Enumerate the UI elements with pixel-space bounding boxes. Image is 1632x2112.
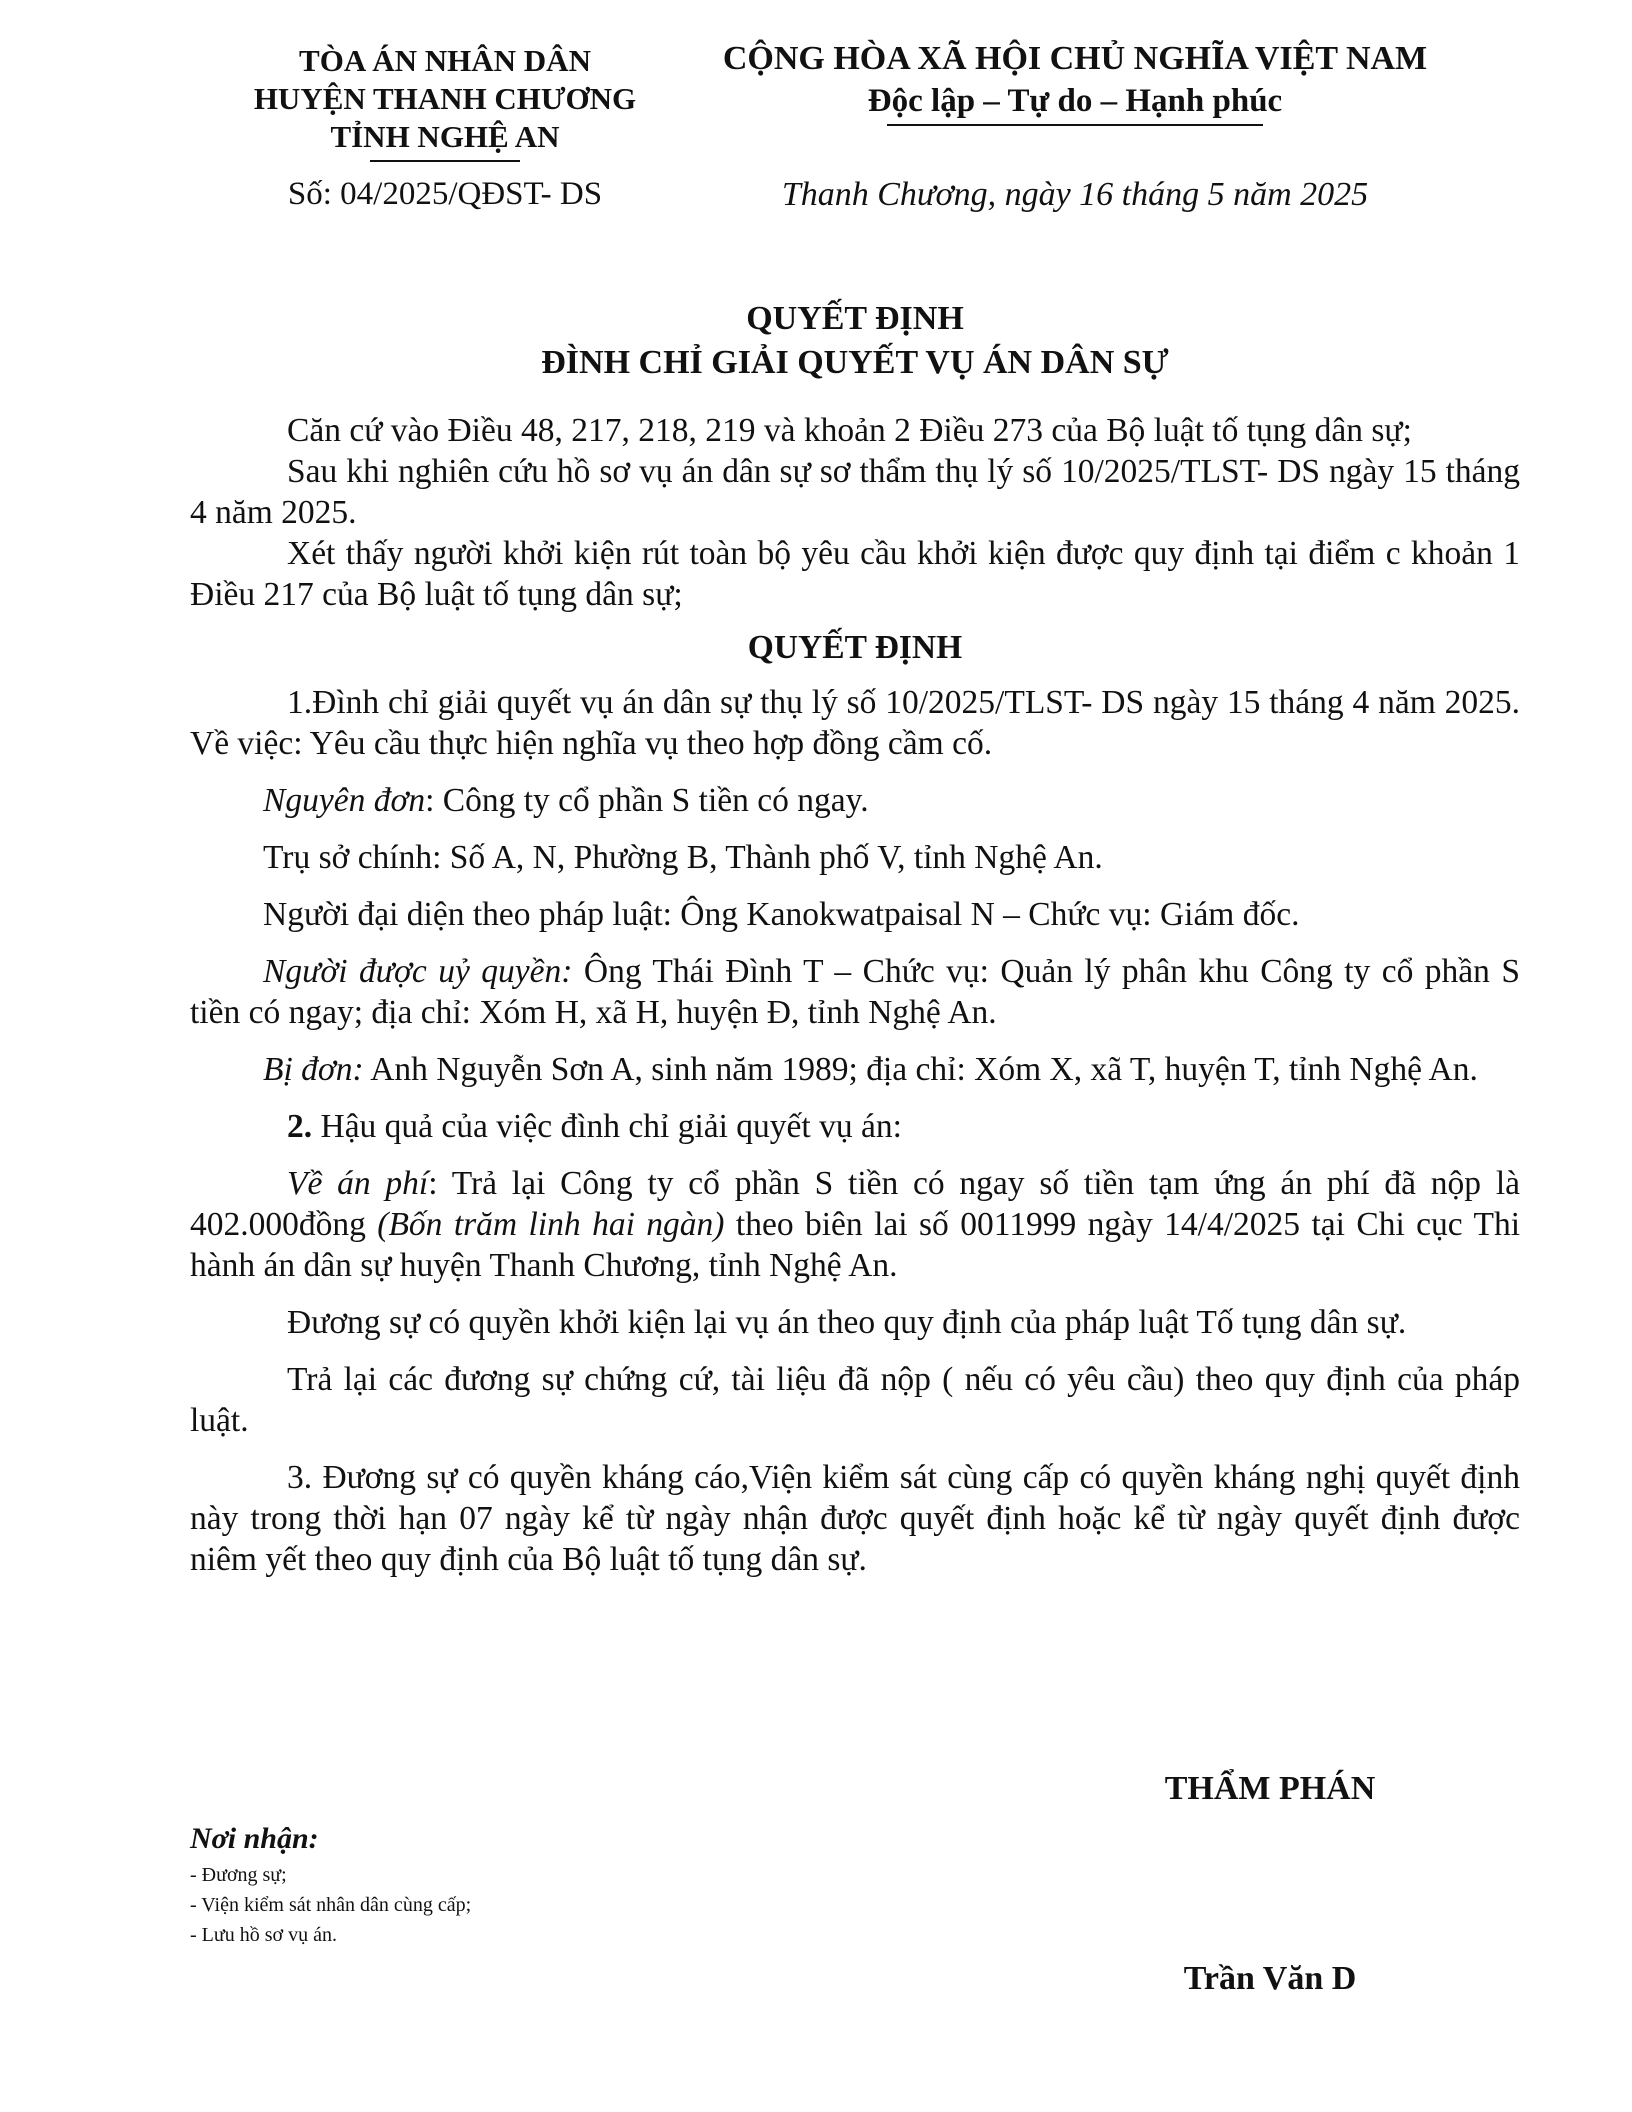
recipient-item: - Viện kiểm sát nhân dân cùng cấp;	[190, 1894, 472, 1916]
signature-title: THẨM PHÁN	[1164, 1770, 1376, 1807]
court-name-line3: TỈNH NGHỆ AN	[330, 119, 560, 154]
recipients-block	[190, 1822, 790, 1950]
court-header	[225, 42, 665, 162]
court-fee-text-1: : Trả lại Công ty cổ phần S tiền có ngay số tiền tạm ứng án phí đã nộp là 402.000đồng	[190, 1165, 1521, 1243]
legal-representative-line: Người đại diện theo pháp luật: Ông Kanokwatpaisal N – Chức vụ: Giám đốc.	[263, 896, 1300, 933]
national-motto: Độc lập – Tự do – Hạnh phúc	[867, 83, 1283, 119]
decision-heading: QUYẾT ĐỊNH	[747, 629, 963, 666]
document-subtitle: ĐÌNH CHỈ GIẢI QUYẾT VỤ ÁN DÂN SỰ	[541, 344, 1169, 381]
document-title: QUYẾT ĐỊNH	[746, 300, 964, 337]
court-name-line2: HUYỆN THANH CHƯƠNG	[253, 81, 637, 116]
right-to-refile-paragraph: Đương sự có quyền khởi kiện lại vụ án theo quy định của pháp luật Tố tụng dân sự.	[287, 1304, 1407, 1341]
national-title: CỘNG HÒA XÃ HỘI CHỦ NGHĨA VIỆT NAM	[722, 40, 1428, 77]
document-body	[190, 410, 1520, 1580]
preamble-case-review: Sau khi nghiên cứu hồ sơ vụ án dân sự sơ thẩm thụ lý số 10/2025/TLST- DS ngày 15 tháng 4 năm 2025.	[190, 453, 1520, 531]
recipient-item: - Đương sự;	[190, 1864, 287, 1886]
plaintiff-value: : Công ty cổ phần S tiền có ngay.	[425, 782, 869, 819]
court-header-underline	[370, 160, 520, 162]
authorized-value: Ông Thái Đình T – Chức vụ: Quản lý phân khu Công ty cổ phần S tiền có ngay; địa chỉ: Xóm H, xã H, huyện Đ, tỉnh Nghệ An.	[190, 953, 1520, 1031]
item-2-text: Hậu quả của việc đình chỉ giải quyết vụ án:	[312, 1108, 902, 1145]
plaintiff-label: Nguyên đơn	[263, 782, 426, 819]
head-office-line: Trụ sở chính: Số A, N, Phường B, Thành phố V, tỉnh Nghệ An.	[263, 839, 1103, 876]
plaintiff-line	[190, 780, 1520, 821]
defendant-label: Bị đơn:	[263, 1051, 364, 1088]
recipient-item: - Lưu hồ sơ vụ án.	[190, 1924, 337, 1946]
authorized-label: Người được uỷ quyền:	[263, 953, 573, 990]
court-name-line1: TÒA ÁN NHÂN DÂN	[299, 43, 591, 78]
place-date: Thanh Chương, ngày 16 tháng 5 năm 2025	[781, 176, 1369, 213]
judge-name: Trần Văn D	[1183, 1960, 1357, 1997]
document-number: Số: 04/2025/QĐST- DS	[287, 176, 603, 212]
defendant-value: Anh Nguyễn Sơn A, sinh năm 1989; địa chỉ: Xóm X, xã T, huyện T, tỉnh Nghệ An.	[363, 1051, 1478, 1088]
authorized-person-line	[190, 951, 1520, 1033]
decision-item-2	[190, 1106, 1520, 1147]
decision-item-1: 1.Đình chỉ giải quyết vụ án dân sự thụ lý số 10/2025/TLST- DS ngày 15 tháng 4 năm 2025. Về việc: Yêu cầu thực hiện nghĩa vụ theo hợp đồng cầm cố.	[190, 684, 1520, 762]
defendant-line	[190, 1049, 1520, 1090]
recipients-title: Nơi nhận:	[190, 1822, 319, 1855]
preamble-legal-basis: Căn cứ vào Điều 48, 217, 218, 219 và khoản 2 Điều 273 của Bộ luật tố tụng dân sự;	[287, 412, 1412, 449]
item-2-number: 2.	[287, 1108, 313, 1145]
national-header	[695, 38, 1455, 126]
court-fee-text-2: theo biên lai số 0011999 ngày 14/4/2025 tại Chi cục Thi hành án dân sự huyện Thanh Chương, tỉnh Nghệ An.	[190, 1206, 1521, 1284]
court-fee-paragraph	[190, 1163, 1520, 1286]
preamble-finding: Xét thấy người khởi kiện rút toàn bộ yêu cầu khởi kiện được quy định tại điểm c khoản 1 Điều 217 của Bộ luật tố tụng dân sự;	[190, 535, 1520, 613]
decision-item-3: 3. Đương sự có quyền kháng cáo,Viện kiểm sát cùng cấp có quyền kháng nghị quyết định này trong thời hạn 07 ngày kể từ ngày nhận được quyết định hoặc kể từ ngày quyết định được niêm yết theo quy định của Bộ luật tố tụng dân sự.	[190, 1459, 1520, 1578]
return-evidence-paragraph: Trả lại các đương sự chứng cứ, tài liệu đã nộp ( nếu có yêu cầu) theo quy định của pháp luật.	[190, 1361, 1520, 1439]
court-fee-amount-words: (Bốn trăm linh hai ngàn)	[377, 1206, 725, 1243]
court-fee-label: Về án phí	[287, 1165, 429, 1202]
national-header-underline	[887, 124, 1263, 126]
